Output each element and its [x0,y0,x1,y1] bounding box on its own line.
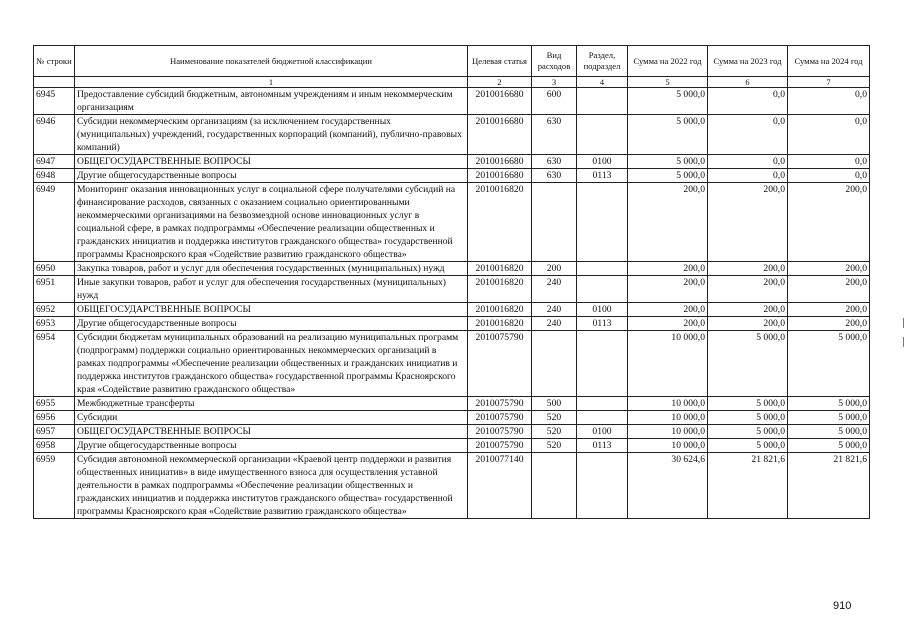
section-code: 0100 [577,425,628,439]
table-row [34,411,870,425]
target-article: 2010075790 [468,331,532,397]
expense-type: 240 [532,276,577,303]
sum-2022: 10 000,0 [628,425,708,439]
target-article: 2010016680 [468,115,532,155]
row-name: Предоставление субсидий бюджетным, автономным учреждениям и иным некоммерческим организациям [75,88,468,115]
row-name: Другие общегосударственные вопросы [75,317,468,331]
sum-2023: 21 821,6 [708,453,788,519]
sum-2024: 200,0 [788,303,870,317]
column-number: 5 [628,77,708,88]
sum-2022: 5 000,0 [628,169,708,183]
row-name: Субсидии [75,411,468,425]
target-article: 2010075790 [468,425,532,439]
row-number: 6951 [34,276,75,303]
header-target-article: Целевая статья [468,46,532,77]
row-name: Закупка товаров, работ и услуг для обеспечения государственных (муниципальных) нужд [75,262,468,276]
header-section: Раздел, подраздел [577,46,628,77]
target-article: 2010016680 [468,88,532,115]
row-number: 6947 [34,155,75,169]
expense-type: 600 [532,88,577,115]
target-article: 2010016680 [468,155,532,169]
row-number: 6955 [34,397,75,411]
section-code [577,262,628,276]
expense-type: 520 [532,425,577,439]
expense-type: 200 [532,262,577,276]
row-number: 6959 [34,453,75,519]
sum-2024: 0,0 [788,169,870,183]
sum-2024: 21 821,6 [788,453,870,519]
sum-2023: 200,0 [708,262,788,276]
row-name: Субсидии бюджетам муниципальных образований на реализацию муниципальных программ (подпрограмм) поддержки социально ориентированных некоммерческих организаций в рамках подпрограммы «Обеспечение реализации общественных и гражданских инициатив и поддержка институтов гражданского общества» государственной программы Красноярского края «Содействие развитию гражданского общества» [75,331,468,397]
section-code [577,411,628,425]
target-article: 2010075790 [468,439,532,453]
table-row [34,425,870,439]
column-number: 2 [468,77,532,88]
sum-2022: 200,0 [628,317,708,331]
table-row [34,453,870,519]
row-name: ОБЩЕГОСУДАРСТВЕННЫЕ ВОПРОСЫ [75,425,468,439]
row-number: 6949 [34,183,75,262]
row-number: 6958 [34,439,75,453]
sum-2023: 5 000,0 [708,397,788,411]
scan-edge-mark [903,318,904,328]
row-name: Мониторинг оказания инновационных услуг в социальной сфере получателями субсидий на финансирование расходов, связанных с оказанием социально ориентированными некоммерческими организациями на безвозмездной основе инновационных услуг в социальной сфере, в рамках подпрограммы «Обеспечение реализации общественных и гражданских инициатив и поддержка институтов гражданского общества» государственной программы Красноярского края «Содействие развитию гражданского общества» [75,183,468,262]
target-article: 2010016820 [468,262,532,276]
sum-2024: 200,0 [788,262,870,276]
header-sum-2024: Сумма на 2024 год [788,46,870,77]
sum-2024: 5 000,0 [788,425,870,439]
table-row [34,155,870,169]
sum-2024: 0,0 [788,155,870,169]
header-name: Наименование показателей бюджетной классификации [75,46,468,77]
row-number: 6953 [34,317,75,331]
section-code: 0113 [577,317,628,331]
row-number: 6950 [34,262,75,276]
sum-2024: 200,0 [788,317,870,331]
page-number: 910 [833,600,852,612]
row-number: 6946 [34,115,75,155]
sum-2023: 200,0 [708,303,788,317]
sum-2022: 10 000,0 [628,331,708,397]
header-expense-type: Вид расходов [532,46,577,77]
table-row [34,169,870,183]
table-row [34,317,870,331]
expense-type: 240 [532,303,577,317]
column-number: 4 [577,77,628,88]
row-name: Иные закупки товаров, работ и услуг для обеспечения государственных (муниципальных) нужд [75,276,468,303]
target-article: 2010016820 [468,303,532,317]
sum-2022: 10 000,0 [628,439,708,453]
sum-2023: 0,0 [708,155,788,169]
section-code [577,115,628,155]
column-number: 7 [788,77,870,88]
row-number: 6948 [34,169,75,183]
sum-2024: 5 000,0 [788,411,870,425]
expense-type: 240 [532,317,577,331]
target-article: 2010077140 [468,453,532,519]
sum-2022: 200,0 [628,276,708,303]
sum-2022: 10 000,0 [628,411,708,425]
expense-type: 520 [532,439,577,453]
sum-2022: 5 000,0 [628,155,708,169]
section-code [577,183,628,262]
sum-2024: 5 000,0 [788,397,870,411]
row-number: 6957 [34,425,75,439]
expense-type: 520 [532,411,577,425]
sum-2023: 0,0 [708,115,788,155]
target-article: 2010075790 [468,411,532,425]
row-name: ОБЩЕГОСУДАРСТВЕННЫЕ ВОПРОСЫ [75,155,468,169]
sum-2024: 200,0 [788,183,870,262]
sum-2022: 200,0 [628,303,708,317]
column-number: 1 [75,77,468,88]
sum-2023: 200,0 [708,276,788,303]
sum-2024: 0,0 [788,115,870,155]
sum-2023: 0,0 [708,88,788,115]
expense-type: 630 [532,169,577,183]
budget-table [33,45,870,519]
sum-2023: 5 000,0 [708,425,788,439]
header-row-number: № строки [34,46,75,77]
column-number: 3 [532,77,577,88]
table-row [34,276,870,303]
row-name: Другие общегосударственные вопросы [75,169,468,183]
sum-2022: 5 000,0 [628,88,708,115]
table-row [34,303,870,317]
section-code: 0113 [577,439,628,453]
section-code: 0100 [577,155,628,169]
target-article: 2010016820 [468,183,532,262]
expense-type: 630 [532,155,577,169]
section-code [577,276,628,303]
column-number: 6 [708,77,788,88]
sum-2022: 200,0 [628,183,708,262]
sum-2023: 0,0 [708,169,788,183]
table-body [34,88,870,519]
row-name: Субсидии некоммерческим организациям (за исключением государственных (муниципальных) учреждений, государственных корпораций (компаний), публично-правовых компаний) [75,115,468,155]
sum-2024: 200,0 [788,276,870,303]
target-article: 2010016820 [468,276,532,303]
sum-2023: 5 000,0 [708,439,788,453]
row-number: 6945 [34,88,75,115]
sum-2024: 5 000,0 [788,331,870,397]
sum-2023: 200,0 [708,317,788,331]
sum-2024: 0,0 [788,88,870,115]
sum-2022: 10 000,0 [628,397,708,411]
section-code: 0113 [577,169,628,183]
target-article: 2010075790 [468,397,532,411]
expense-type [532,331,577,397]
row-number: 6954 [34,331,75,397]
table-row [34,439,870,453]
row-name: Другие общегосударственные вопросы [75,439,468,453]
table-row [34,262,870,276]
row-name: Межбюджетные трансферты [75,397,468,411]
table-row [34,183,870,262]
row-name: ОБЩЕГОСУДАРСТВЕННЫЕ ВОПРОСЫ [75,303,468,317]
column-number-row [34,77,870,88]
section-code [577,453,628,519]
header-sum-2023: Сумма на 2023 год [708,46,788,77]
column-number [34,77,75,88]
section-code [577,331,628,397]
table-row [34,397,870,411]
sum-2022: 30 624,6 [628,453,708,519]
expense-type [532,183,577,262]
header-sum-2022: Сумма на 2022 год [628,46,708,77]
target-article: 2010016680 [468,169,532,183]
expense-type: 630 [532,115,577,155]
expense-type [532,453,577,519]
section-code: 0100 [577,303,628,317]
row-name: Субсидия автономной некоммерческой организации «Краевой центр поддержки и развития общественных инициатив» в виде имущественного взноса для осуществления уставной деятельности в рамках подпрограммы «Обеспечение реализации общественных и гражданских инициатив и поддержка институтов гражданского общества» государственной программы Красноярского края «Содействие развитию гражданского общества» [75,453,468,519]
table-row [34,115,870,155]
sum-2023: 5 000,0 [708,411,788,425]
sum-2022: 200,0 [628,262,708,276]
row-number: 6952 [34,303,75,317]
table-row [34,331,870,397]
target-article: 2010016820 [468,317,532,331]
section-code [577,88,628,115]
section-code [577,397,628,411]
sum-2023: 5 000,0 [708,331,788,397]
table-row [34,88,870,115]
sum-2024: 5 000,0 [788,439,870,453]
sum-2022: 5 000,0 [628,115,708,155]
scan-edge-mark [903,337,904,347]
row-number: 6956 [34,411,75,425]
header-row [34,46,870,77]
expense-type: 500 [532,397,577,411]
sum-2023: 200,0 [708,183,788,262]
